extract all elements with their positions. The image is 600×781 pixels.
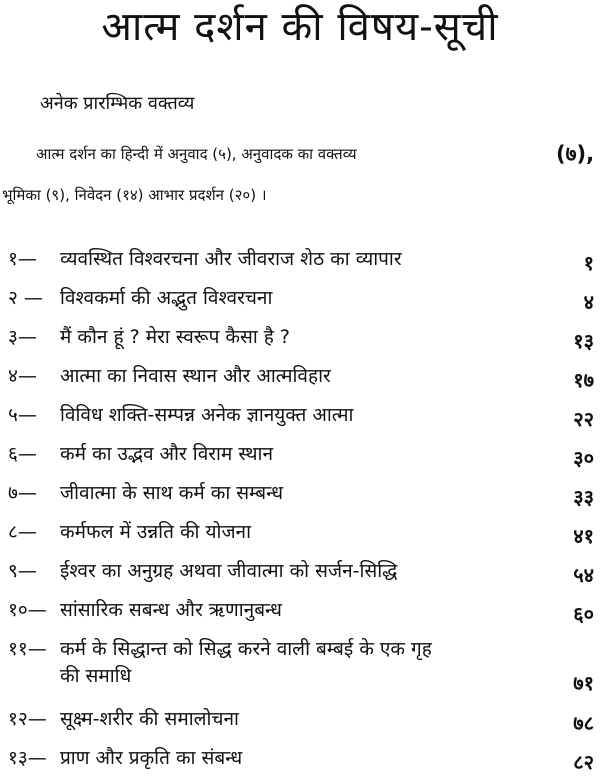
page-title: आत्म दर्शन की विषय-सूची [101,4,499,50]
toc-page-number: ५४ [573,563,594,587]
toc-page-number: ४ [583,290,594,314]
toc-number: १०— [8,599,47,621]
toc-page-number: ३३ [573,485,594,509]
toc-number: ४— [8,365,37,387]
prelude-line-1 [36,141,595,167]
toc-entry [0,396,600,435]
toc-number: ३— [8,326,37,348]
toc-page-number: ३० [573,446,594,470]
toc-entry [0,630,600,700]
prelude-line-1-text: आत्म दर्शन का हिन्दी में अनुवाद (५), अनुवादक का वक्तव्य [36,145,357,163]
toc-entry [0,700,600,739]
toc-page-number: ७८ [573,711,594,735]
toc-number: ९— [8,560,37,582]
toc-page-number: ८२ [573,750,594,774]
toc-page-number: १३ [573,329,594,353]
toc-title: विश्वकर्मा की अद्भुत विश्वरचना [60,287,273,309]
toc-page-number: ४१ [573,524,594,548]
toc-entry [0,435,600,474]
toc-number: ११— [8,638,47,660]
toc-number: ७— [8,482,37,504]
toc-title: आत्मा का निवास स्थान और आत्मविहार [60,365,331,387]
toc-page-number: १ [583,251,594,275]
toc-title: प्राण और प्रकृति का संबन्ध [60,747,243,769]
toc-number: ६— [8,443,37,465]
toc-number: १२— [8,708,47,730]
toc-number: १— [8,248,37,270]
toc-title: कर्म के सिद्धान्त को सिद्ध करने वाली बम्बई के एक गृह [60,638,432,660]
toc-number: १३— [8,747,47,769]
toc-title: सांसारिक सबन्ध और ऋणानुबन्ध [60,599,282,621]
toc-entry [0,474,600,513]
toc-entry [0,591,600,630]
toc-title: व्यवस्थित विश्वरचना और जीवराज शेठ का व्यापार [60,248,402,270]
toc-entry [0,240,600,279]
toc-title: विविध शक्ति-सम्पन्न अनेक ज्ञानयुक्त आत्मा [60,404,354,426]
toc-entry [0,513,600,552]
prelude-line-2: भूमिका (९), निवेदन (१४) आभार प्रदर्शन (२०) । [2,186,267,204]
toc-entry [0,279,600,318]
toc-title: कर्मफल में उन्नति की योजना [60,521,252,543]
toc-page-number: १७ [573,368,594,392]
toc-title: सूक्ष्म-शरीर की समालोचना [60,708,239,730]
toc-page-number: २२ [573,407,594,431]
prelude-line-1-page: (७), [556,142,595,166]
section-subheading: अनेक प्रारम्भिक वक्तव्य [40,93,195,114]
table-of-contents [0,240,600,778]
toc-number: ८— [8,521,37,543]
toc-entry [0,357,600,396]
toc-title: कर्म का उद्भव और विराम स्थान [60,443,273,465]
toc-entry [0,318,600,357]
toc-title-continuation: की समाधि [60,665,132,687]
toc-title: जीवात्मा के साथ कर्म का सम्बन्ध [60,482,284,504]
toc-entry [0,739,600,778]
toc-number: ५— [8,404,37,426]
toc-number: २ — [8,287,43,309]
toc-page-number: ७१ [573,671,594,695]
toc-title: ईश्वर का अनुग्रह अथवा जीवात्मा को सर्जन-सिद्धि [60,560,398,582]
toc-title: मैं कौन हूं ? मेरा स्वरूप कैसा है ? [60,326,291,348]
toc-page-number: ६० [573,602,594,626]
toc-entry [0,552,600,591]
